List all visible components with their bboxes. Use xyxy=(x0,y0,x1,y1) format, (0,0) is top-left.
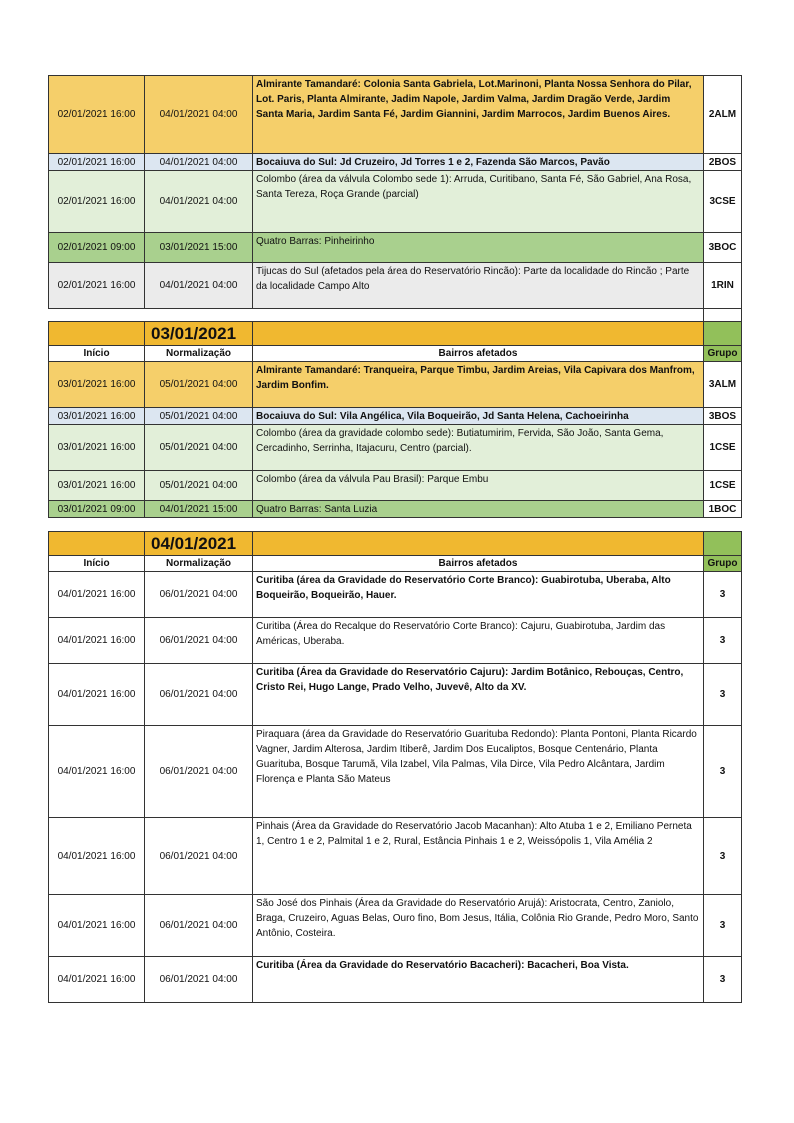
table-row xyxy=(49,471,742,501)
bairros-cell: Almirante Tamandaré: Tranqueira, Parque Timbu, Jardim Areias, Vila Capivara dos Manfrom, Jardim Bonfim. xyxy=(253,362,704,408)
bairros-cell: São José dos Pinhais (Área da Gravidade do Reservatório Arujá): Aristocrata, Centro, Zaniolo, Braga, Cruzeiro, Aguas Belas, Ouro fino, Bom Jesus, Itália, Colônia Rio Grande, Pedro Moro, Santo Antônio, Costeira. xyxy=(253,895,704,957)
bairros-cell: Piraquara (área da Gravidade do Reservatório Guarituba Redondo): Planta Pontoni, Planta Ricardo Vagner, Jardim Alterosa, Jardim Itiberê, Jardim Dos Eucaliptos, Bosque Centenário, Planta Guarituba, Bosque Tarumã, Vila Izabel, Vila Palmas, Vila Dirce, Vila Pedro Alcântara, Jardim Florença e Planta São Mateus xyxy=(253,726,704,818)
inicio-cell: 04/01/2021 16:00 xyxy=(49,957,145,1003)
inicio-cell: 04/01/2021 16:00 xyxy=(49,664,145,726)
grupo-cell: 1CSE xyxy=(704,425,742,471)
normalizacao-cell: 06/01/2021 04:00 xyxy=(145,664,253,726)
column-header-row xyxy=(49,556,742,572)
bairros-cell: Colombo (área da válvula Colombo sede 1): Arruda, Curitibano, Santa Fé, São Gabriel, Ana Rosa, Santa Tereza, Roça Grande (parcial) xyxy=(253,171,704,233)
normalizacao-cell: 04/01/2021 04:00 xyxy=(145,171,253,233)
grupo-cell: 3 xyxy=(704,957,742,1003)
table-row xyxy=(49,263,742,309)
normalizacao-cell: 03/01/2021 15:00 xyxy=(145,233,253,263)
day-title: 04/01/2021 xyxy=(145,532,253,556)
day-header-row xyxy=(49,322,742,346)
col-header-grupo: Grupo xyxy=(704,556,742,572)
col-header-inicio: Início xyxy=(49,556,145,572)
bairros-cell: Bocaiuva do Sul: Jd Cruzeiro, Jd Torres 1 e 2, Fazenda São Marcos, Pavão xyxy=(253,154,704,171)
normalizacao-cell: 05/01/2021 04:00 xyxy=(145,471,253,501)
normalizacao-cell: 06/01/2021 04:00 xyxy=(145,895,253,957)
table-row xyxy=(49,154,742,171)
grupo-cell: 3BOC xyxy=(704,233,742,263)
grupo-cell: 3 xyxy=(704,664,742,726)
bairros-cell: Quatro Barras: Santa Luzia xyxy=(253,501,704,518)
normalizacao-cell: 04/01/2021 04:00 xyxy=(145,154,253,171)
grupo-cell: 3 xyxy=(704,572,742,618)
header-cell xyxy=(704,322,742,346)
normalizacao-cell: 06/01/2021 04:00 xyxy=(145,618,253,664)
inicio-cell: 02/01/2021 16:00 xyxy=(49,154,145,171)
grupo-cell: 2BOS xyxy=(704,154,742,171)
col-header-inicio: Início xyxy=(49,346,145,362)
grupo-cell: 1BOC xyxy=(704,501,742,518)
normalizacao-cell: 04/01/2021 04:00 xyxy=(145,263,253,309)
grupo-cell: 3 xyxy=(704,895,742,957)
normalizacao-cell: 05/01/2021 04:00 xyxy=(145,425,253,471)
inicio-cell: 03/01/2021 16:00 xyxy=(49,471,145,501)
day-header-row xyxy=(49,532,742,556)
bairros-cell: Curitiba (área da Gravidade do Reservatório Corte Branco): Guabirotuba, Uberaba, Alto Boqueirão, Boqueirão, Hauer. xyxy=(253,572,704,618)
normalizacao-cell: 04/01/2021 15:00 xyxy=(145,501,253,518)
table-row xyxy=(49,233,742,263)
schedule-table-04-01 xyxy=(48,531,742,1003)
grupo-cell: 3 xyxy=(704,618,742,664)
inicio-cell: 04/01/2021 16:00 xyxy=(49,618,145,664)
bairros-cell: Almirante Tamandaré: Colonia Santa Gabriela, Lot.Marinoni, Planta Nossa Senhora do Pilar, Lot. Paris, Planta Almirante, Jadim Napole, Jardim Valma, Jardim Dragão Verde, Jardim Santa Maria, Jardim Santa Fé, Jardim Giannini, Jardim Marrocos, Jardim Buenos Aires. xyxy=(253,76,704,154)
table-row xyxy=(49,957,742,1003)
bairros-cell: Bocaiuva do Sul: Vila Angélica, Vila Boqueirão, Jd Santa Helena, Cachoeirinha xyxy=(253,408,704,425)
inicio-cell: 03/01/2021 16:00 xyxy=(49,425,145,471)
normalizacao-cell: 06/01/2021 04:00 xyxy=(145,957,253,1003)
inicio-cell: 03/01/2021 16:00 xyxy=(49,408,145,425)
table-row xyxy=(49,408,742,425)
header-cell xyxy=(49,532,145,556)
inicio-cell: 02/01/2021 16:00 xyxy=(49,76,145,154)
header-cell xyxy=(704,532,742,556)
normalizacao-cell: 04/01/2021 04:00 xyxy=(145,76,253,154)
inicio-cell: 04/01/2021 16:00 xyxy=(49,572,145,618)
inicio-cell: 04/01/2021 16:00 xyxy=(49,818,145,895)
header-cell xyxy=(253,532,704,556)
normalizacao-cell: 05/01/2021 04:00 xyxy=(145,362,253,408)
inicio-cell: 02/01/2021 09:00 xyxy=(49,233,145,263)
col-header-bairros: Bairros afetados xyxy=(253,556,704,572)
inicio-cell: 04/01/2021 16:00 xyxy=(49,726,145,818)
table-row xyxy=(49,171,742,233)
schedule-table-03-01 xyxy=(48,321,742,518)
schedule-table-02-01 xyxy=(48,75,742,325)
bairros-cell: Pinhais (Área da Gravidade do Reservatório Jacob Macanhan): Alto Atuba 1 e 2, Emiliano Perneta 1, Centro 1 e 2, Palmital 1 e 2, Rural, Estância Pinhais 1 e 2, Weissópolis 1, Vila Amélia 2 xyxy=(253,818,704,895)
grupo-cell: 3ALM xyxy=(704,362,742,408)
col-header-normalizacao: Normalização xyxy=(145,346,253,362)
table-row xyxy=(49,618,742,664)
inicio-cell: 02/01/2021 16:00 xyxy=(49,263,145,309)
table-row xyxy=(49,664,742,726)
grupo-cell: 3BOS xyxy=(704,408,742,425)
header-cell xyxy=(49,322,145,346)
inicio-cell: 02/01/2021 16:00 xyxy=(49,171,145,233)
bairros-cell: Tijucas do Sul (afetados pela área do Reservatório Rincão): Parte da localidade do Rincão ; Parte da localidade Campo Alto xyxy=(253,263,704,309)
table-row xyxy=(49,818,742,895)
table-row xyxy=(49,362,742,408)
inicio-cell: 03/01/2021 09:00 xyxy=(49,501,145,518)
table-row xyxy=(49,726,742,818)
normalizacao-cell: 06/01/2021 04:00 xyxy=(145,572,253,618)
col-header-grupo: Grupo xyxy=(704,346,742,362)
column-header-row xyxy=(49,346,742,362)
inicio-cell: 04/01/2021 16:00 xyxy=(49,895,145,957)
normalizacao-cell: 05/01/2021 04:00 xyxy=(145,408,253,425)
inicio-cell: 03/01/2021 16:00 xyxy=(49,362,145,408)
table-row xyxy=(49,76,742,154)
grupo-cell: 3 xyxy=(704,818,742,895)
bairros-cell: Colombo (área da gravidade colombo sede): Butiatumirim, Fervida, São João, Santa Gema, Cercadinho, Serrinha, Itajacuru, Centro (parcial). xyxy=(253,425,704,471)
grupo-cell: 3 xyxy=(704,726,742,818)
bairros-cell: Curitiba (Área da Gravidade do Reservatório Cajuru): Jardim Botânico, Rebouças, Centro, Cristo Rei, Hugo Lange, Prado Velho, Juvevê, Alto da XV. xyxy=(253,664,704,726)
table-row xyxy=(49,501,742,518)
grupo-cell: 2ALM xyxy=(704,76,742,154)
normalizacao-cell: 06/01/2021 04:00 xyxy=(145,818,253,895)
table-row xyxy=(49,895,742,957)
normalizacao-cell: 06/01/2021 04:00 xyxy=(145,726,253,818)
grupo-cell: 3CSE xyxy=(704,171,742,233)
table-row xyxy=(49,572,742,618)
bairros-cell: Quatro Barras: Pinheirinho xyxy=(253,233,704,263)
table-row xyxy=(49,425,742,471)
header-cell xyxy=(253,322,704,346)
bairros-cell: Curitiba (Área do Recalque do Reservatório Corte Branco): Cajuru, Guabirotuba, Jardim das Américas, Uberaba. xyxy=(253,618,704,664)
day-title: 03/01/2021 xyxy=(145,322,253,346)
bairros-cell: Curitiba (Área da Gravidade do Reservatório Bacacheri): Bacacheri, Boa Vista. xyxy=(253,957,704,1003)
grupo-cell: 1RIN xyxy=(704,263,742,309)
col-header-bairros: Bairros afetados xyxy=(253,346,704,362)
col-header-normalizacao: Normalização xyxy=(145,556,253,572)
grupo-cell: 1CSE xyxy=(704,471,742,501)
bairros-cell: Colombo (área da válvula Pau Brasil): Parque Embu xyxy=(253,471,704,501)
